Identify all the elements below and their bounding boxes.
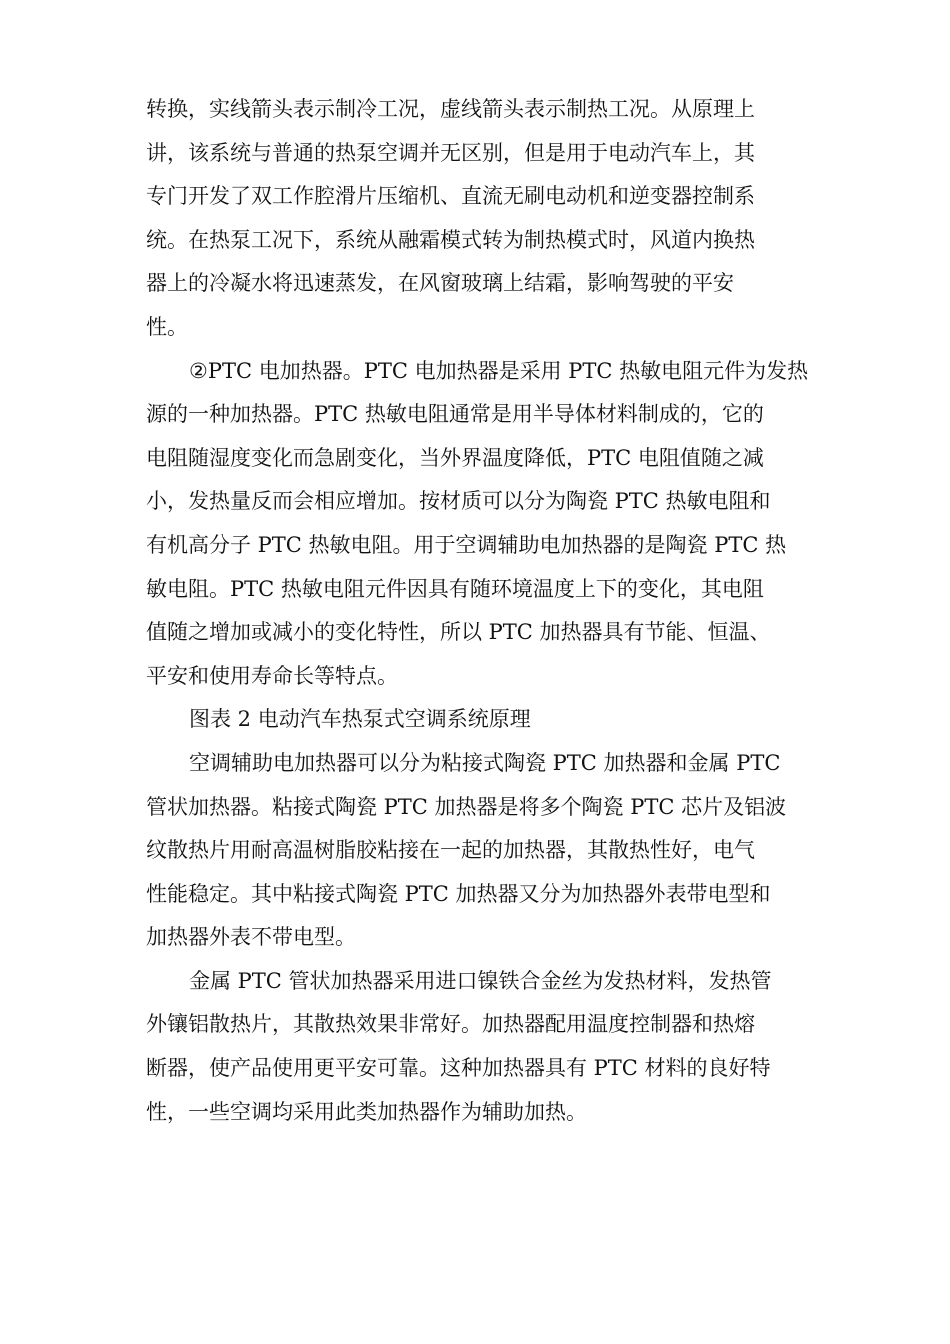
figure-caption: 图表 2 电动汽车热泵式空调系统原理 [189,707,531,732]
text-line: 值随之增加或减小的变化特性，所以 PTC 加热器具有节能、恒温、 [146,620,771,645]
text-line: 统。在热泵工况下，系统从融霜模式转为制热模式时，风道内换热 [146,227,755,252]
text-line: 平安和使用寿命长等特点。 [146,663,398,688]
text-line: 专门开发了双工作腔滑片压缩机、直流无刷电动机和逆变器控制系 [146,184,755,209]
text-line: 小，发热量反而会相应增加。按材质可以分为陶瓷 PTC 热敏电阻和 [146,489,771,514]
text-line: 外镶铝散热片，其散热效果非常好。加热器配用温度控制器和热熔 [146,1012,755,1037]
text-line: 有机高分子 PTC 热敏电阻。用于空调辅助电加热器的是陶瓷 PTC 热 [146,532,787,557]
text-line: 敏电阻。PTC 热敏电阻元件因具有随环境温度上下的变化，其电阻 [146,576,764,601]
text-line: 源的一种加热器。PTC 热敏电阻通常是用半导体材料制成的，它的 [146,402,764,427]
text-line: 管状加热器。粘接式陶瓷 PTC 加热器是将多个陶瓷 PTC 芯片及铝波 [146,794,787,819]
text-line: 性。 [146,314,188,339]
text-line: 电阻随湿度变化而急剧变化，当外界温度降低，PTC 电阻值随之减 [146,445,764,470]
text-line: 转换，实线箭头表示制冷工况，虚线箭头表示制热工况。从原理上 [146,97,755,121]
text-line: 讲，该系统与普通的热泵空调并无区别，但是用于电动汽车上，其 [146,140,755,165]
text-line: 金属 PTC 管状加热器采用进口镍铁合金丝为发热材料，发热管 [189,968,772,993]
text-line: 性能稳定。其中粘接式陶瓷 PTC 加热器又分为加热器外表带电型和 [146,881,771,906]
text-line: 空调辅助电加热器可以分为粘接式陶瓷 PTC 加热器和金属 PTC [189,750,781,775]
document-body [146,88,809,1134]
text-line: 性，一些空调均采用此类加热器作为辅助加热。 [146,1099,587,1124]
text-line: ②PTC 电加热器。PTC 电加热器是采用 PTC 热敏电阻元件为发热 [189,358,809,383]
text-line: 断器，使产品使用更平安可靠。这种加热器具有 PTC 材料的良好特 [146,1056,771,1081]
text-line: 加热器外表不带电型。 [146,925,356,950]
text-line: 器上的冷凝水将迅速蒸发，在风窗玻璃上结霜，影响驾驶的平安 [146,271,734,296]
text-line: 纹散热片用耐高温树脂胶粘接在一起的加热器，其散热性好，电气 [146,838,755,863]
